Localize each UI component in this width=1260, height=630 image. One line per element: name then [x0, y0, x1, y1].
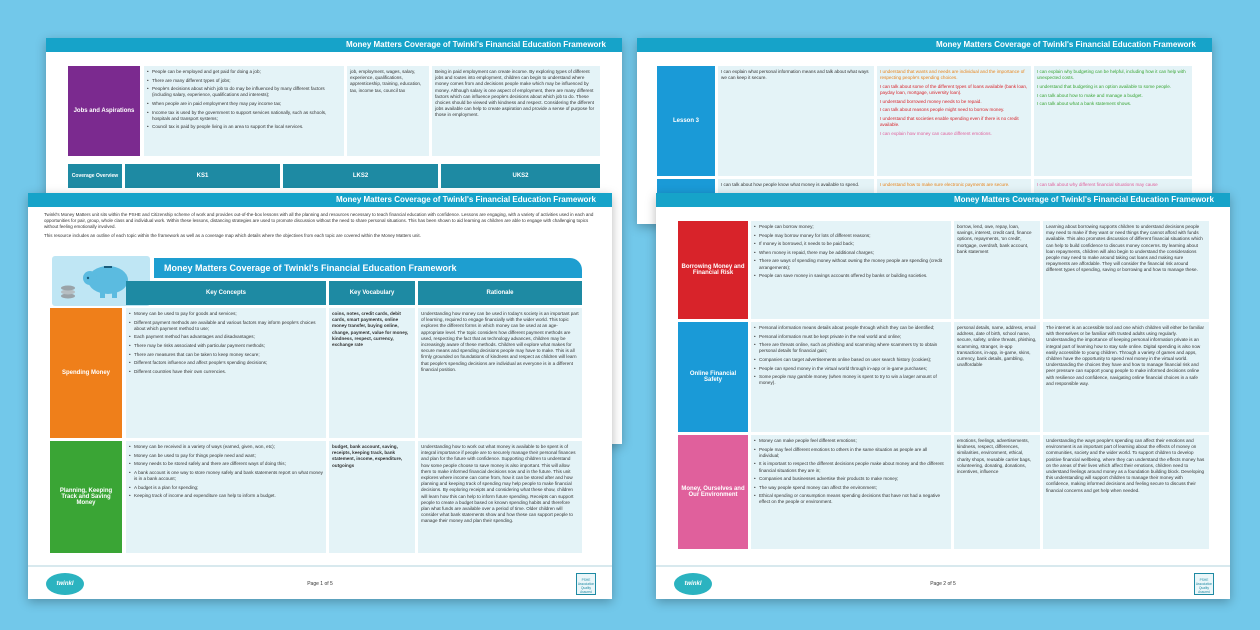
- concept-item: • Money can be used to pay for goods and services;: [129, 311, 323, 317]
- concept-item: • People can spend money in the virtual world through in-app or in-game purchases;: [754, 366, 948, 372]
- concept-item: • People can borrow money;: [754, 224, 948, 230]
- concept-item: • People may borrow money for lots of different reasons;: [754, 233, 948, 239]
- page-2: [656, 193, 1230, 599]
- row2-lks2: I understand how to make sure electronic payments are secure.: [877, 179, 1031, 224]
- borrowing-rationale: Learning about borrowing supports children to understand decisions people may need to make if they want or need things they cannot afford with funds available. This also promotes discussion of different financial situations which can help to build confidence to discuss money concerns. By learning about loan repayments, children will also begin to understand the considerations people may need to make around taking out loans and making sure repayments are affordable. They will consider the financial risk around different types of spending, saving or borrowing and how to manage these.: [1043, 221, 1209, 319]
- online-safety-rationale: The internet is an accessible tool and one which children will either be familiar with themselves or be familiar with trusted adults using regularly. Understanding the importance of keeping personal information private is an integral part of learning how to stay safe online. Digital spending is also now easily accessible to young children. Through a variety of games and apps, children have the opportunity to spend real money in the virtual world. Understanding the choices they have and how to manage financial risk and peer pressure can support young people to make informed decisions online with resilience and confidence, navigating online financial choices in a safe and responsible way.: [1043, 322, 1209, 432]
- concept-item: • There are measures that can be taken to keep money secure;: [129, 352, 323, 358]
- lesson-ks1-cell: I can explain what personal information means and talk about what ways we can keep it secure.: [718, 66, 874, 176]
- lks2-header: LKS2: [283, 164, 438, 188]
- pshe-badge: PSHE Association Quality Assured: [576, 573, 596, 595]
- jobs-label: Jobs and Aspirations: [68, 66, 140, 156]
- twinkl-logo: twinkl: [674, 573, 712, 595]
- concept-item: • Money needs to be stored safely and there are different ways of doing this;: [129, 461, 323, 467]
- concept-item: • Personal information must be kept private in the real world and online;: [754, 334, 948, 340]
- concept-item: • Income tax is used by the government to support services nationally, such as schools, hospitals and transport systems;: [147, 110, 341, 122]
- concept-item: • People's decisions about which job to do may be influenced by many different factors (including salary, experience, qualifications and interests);: [147, 86, 341, 98]
- concept-item: • Different countries have their own currencies.: [129, 369, 323, 375]
- jobs-concepts: [144, 66, 344, 156]
- concept-item: • There are many different types of jobs;: [147, 78, 341, 84]
- concept-item: • There are threats online, such as phishing and scamming where scammers try to obtain personal details for financial gain;: [754, 342, 948, 354]
- pshe-badge: PSHE Association Quality Assured: [1194, 573, 1214, 595]
- concept-item: • People can be employed and get paid for doing a job;: [147, 69, 341, 75]
- concept-item: • Ethical spending or consumption means spending decisions that have not had a negative effect on the people or environment.: [754, 493, 948, 505]
- concept-item: • Keeping track of income and expenditure can help to inform a budget.: [129, 493, 323, 499]
- concept-item: • Different payment methods are available and various factors may inform people's choices about which payment method to use;: [129, 320, 323, 332]
- concept-item: • Money can make people feel different emotions;: [754, 438, 948, 444]
- page-footer: [656, 565, 1230, 599]
- key-vocabulary-header: Key Vocabulary: [329, 281, 415, 305]
- spending-money-label: Spending Money: [50, 308, 122, 438]
- coverage-overview-label: Coverage Overview: [68, 164, 122, 188]
- concept-item: • If money is borrowed, it needs to be paid back;: [754, 241, 948, 247]
- jobs-vocab: job, employment, wages, salary, experience, qualifications, apprenticeship, training, education, tax, income tax, council tax: [347, 66, 429, 156]
- spending-concepts: [126, 308, 326, 438]
- jobs-rationale: Being in paid employment can create income. By exploring types of different jobs and routes into employment, children can begin to understand where money comes from and decisions people make which may be influenced by money. Although salary is one aspect of employment, there are many different factors which can influence people's decisions about which job to do. These choices should be viewed with kindness and respect. Considering the different jobs available can help to create aspiration and provide a sense of purpose for those in employment.: [432, 66, 600, 156]
- concept-item: • Personal information means details about people through which they can be identified;: [754, 325, 948, 331]
- page-header-bar: Money Matters Coverage of Twinkl's Financial Education Framework: [656, 193, 1230, 207]
- online-safety-vocab: personal details, name, address, email address, date of birth, school name, secure, safety, online threats, phishing, scamming, stranger, in-app transactions, in-app, in-game, skins, currency, bank details, gambling, unaffordable: [954, 322, 1040, 432]
- uks2-header: UKS2: [441, 164, 600, 188]
- concept-item: • Different factors influence and affect people's spending decisions;: [129, 360, 323, 366]
- borrowing-label: Borrowing Money and Financial Risk: [678, 221, 748, 319]
- twinkl-logo: twinkl: [46, 573, 84, 595]
- page-1: [28, 193, 612, 599]
- row2-ks1: I can talk about how people know what money is available to spend.: [718, 179, 874, 224]
- concept-item: • Money can be used to pay for things people need and want;: [129, 453, 323, 459]
- money-ourselves-rationale: Understanding the ways people's spending can affect their emotions and environment is an important part of learning about the effects of money on communities, society and the wider world. To support children to develop positive financial wellbeing, where they can understand the effects money has on the areas of their lives which affect their emotions, children need to understand feelings around money as a foundation building block. Developing this understanding will support children to manage their money with confidence, making informed decisions and feeling secure to discuss their financial concerns and get help when needed.: [1043, 435, 1209, 549]
- concept-item: • A budget is a plan for spending;: [129, 485, 323, 491]
- money-ourselves-concepts: [751, 435, 951, 549]
- page-header-bar: Money Matters Coverage of Twinkl's Financial Education Framework: [28, 193, 612, 207]
- page-header-bar: Money Matters Coverage of Twinkl's Financial Education Framework: [46, 38, 622, 52]
- concept-item: • Some people may gamble money (when money is spent to try to win a larger amount of money).: [754, 374, 948, 386]
- banner-title: Money Matters Coverage of Twinkl's Financial Education Framework: [154, 258, 582, 278]
- page-footer: [28, 565, 612, 599]
- concept-item: • Each payment method has advantages and disadvantages;: [129, 334, 323, 340]
- concept-item: • The way people spend money can affect the environment;: [754, 485, 948, 491]
- page-header-bar: Money Matters Coverage of Twinkl's Financial Education Framework: [637, 38, 1212, 52]
- key-concepts-header: Key Concepts: [126, 281, 326, 305]
- online-safety-label: Online Financial Safety: [678, 322, 748, 432]
- online-safety-concepts: [751, 322, 951, 432]
- money-ourselves-label: Money, Ourselves and Our Environment: [678, 435, 748, 549]
- ks1-header: KS1: [125, 164, 280, 188]
- lesson-lks2-cell: I understand that wants and needs are individual and the importance of respecting people's spending choices. I can talk about some of the different types of loans available (bank loan, payday loan, mortgage, university loan). I understand borrowed money needs to be repaid. I can talk about reasons people might need to borrow money. I understand that societies enable spending even if there is no credit available. I can explain how money can cause different emotions.: [877, 66, 1031, 176]
- rationale-header: Rationale: [418, 281, 582, 305]
- money-ourselves-vocab: emotions, feelings, advertisements, kindness, respect, differences, similarities, environment, ethical, charity shops, reusable carrier bags, volunteering, donating, donations, incentives, influence: [954, 435, 1040, 549]
- concept-item: • When people are in paid employment they may pay income tax;: [147, 101, 341, 107]
- concept-item: • When money is repaid, there may be additional charges;: [754, 250, 948, 256]
- planning-vocab: budget, bank account, saving, receipts, keeping track, bank statement, income, expenditure, outgoings: [329, 441, 415, 553]
- concept-item: • Council tax is paid by people living in an area to support the local services.: [147, 124, 341, 130]
- concept-item: • People can save money in savings accounts offered by banks or building societies.: [754, 273, 948, 279]
- intro-text: Twinkl's Money Matters unit sits within the PSHE and Citizenship scheme of work and provides out-of-the-box lessons with all the planning and resources necessary to teach financial education with confidence. Lessons are engaging, with a variety of activities used in each and opportunities for pair, group, whole class and individual work. Within these lessons, distancing strategies are used to promote discussion without the need to share personal situations. This has been shown to aid learning as children are able to engage with challenging topics without feeling emotionally involved. This resource includes an outline of each topic within the framework as well as a coverage map which details where the objectives from each topic are covered within the Money Matters unit.: [44, 212, 594, 239]
- borrowing-concepts: [751, 221, 951, 319]
- concept-item: • Companies and businesses advertise their products to make money;: [754, 476, 948, 482]
- lesson-uks2-cell: I can explain why budgeting can be helpful, including how it can help with unexpected costs. I understand that budgeting is an option available to some people. I can talk about how to make and manage a budget. I can talk about what a bank statement shows.: [1034, 66, 1192, 176]
- lesson-label: Lesson 3: [657, 66, 715, 176]
- concept-item: • There may be risks associated with particular payment methods;: [129, 343, 323, 349]
- page-number: Page 1 of 5: [307, 581, 333, 587]
- concept-item: • A bank account is one way to store money safely and bank statements report on what money is in a bank account;: [129, 470, 323, 482]
- concept-item: • Companies can target advertisements online based on user search history (cookies);: [754, 357, 948, 363]
- planning-concepts: [126, 441, 326, 553]
- row2-uks2: I can talk about why different financial situations may cause: [1034, 179, 1192, 224]
- concept-item: • Money can be received in a variety of ways (earned, given, won, etc);: [129, 444, 323, 450]
- spending-vocab: coins, notes, credit cards, debit cards, smart payments, online money transfer, buying online, change, payment, value for money, kindness, respect, currency, exchange rate: [329, 308, 415, 438]
- borrowing-vocab: borrow, lend, owe, repay, loan, savings, interest, credit card, finance options, repayments, 'on credit', mortgage, overdraft, bank account, bank statement: [954, 221, 1040, 319]
- planning-saving-label: Planning, Keeping Track and Saving Money: [50, 441, 122, 553]
- planning-rationale: Understanding how to work out what money is available to be spent is of integral importance if people are to securely manage their personal finances and plan for the future with confidence. Supporting children to understand how some people choose to save money is also important. This will allow them to make informed financial decisions now and in the future. This unit explores where income can come from, how it can be stored after and how planning and keeping track of spending may help people to make financial decisions. By exploring receipts and considering what these show, children will learn how this can help to inform future spending. Receipts can support people to create a budget based on known spending habits and therefore plan what funds are available over a period of time. Older children will consider what bank statements show and how these can support people to manage their money and plan their spending.: [418, 441, 582, 553]
- concept-item: • It is important to respect the different decisions people make about money and the different financial situations they are in;: [754, 461, 948, 473]
- page-number: Page 2 of 5: [930, 581, 956, 587]
- concept-item: • People may feel different emotions to others in the same situation as people are all individual;: [754, 447, 948, 459]
- spending-rationale: Understanding how money can be used in today's society is an important part of learning, required to engage financially with the wider world. This topic explores the different forms in which money can be used at an age-appropriate level. The topic considers how different payment methods are used, respecting the fact that as technology advances, children may be increasingly aware of these methods. Children will explore what makes for secure means and spending decisions people may have to make. This is all firmly grounded on foundations of kindness and respect as children will learn that people's spending decisions are individual as everyone is in a different financial position.: [418, 308, 582, 438]
- concept-item: • There are ways of spending money without owning the money people are spending (credit arrangements);: [754, 258, 948, 270]
